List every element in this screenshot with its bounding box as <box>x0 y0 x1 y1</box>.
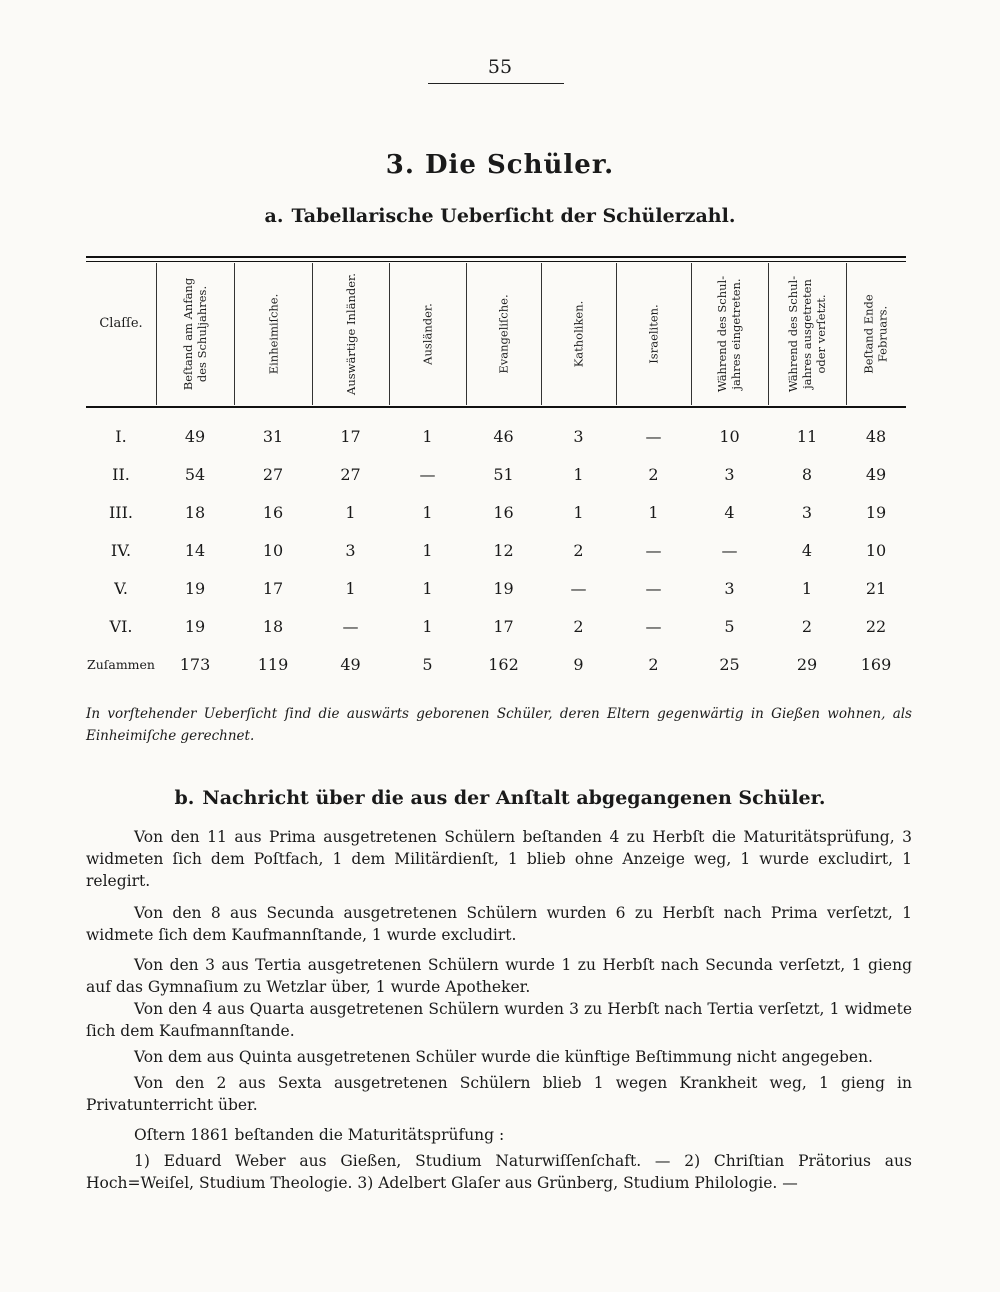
table-cell: 1 <box>422 427 433 446</box>
table-cell: 49 <box>865 465 887 484</box>
table-cell: 1 <box>345 579 356 598</box>
table-row <box>86 574 906 604</box>
column-header-text: Einheimiſche. <box>266 293 280 375</box>
column-header-text: Evangeliſche. <box>496 294 511 374</box>
row-class-label: III. <box>108 503 134 522</box>
table-cell: 10 <box>262 541 284 560</box>
table-cell: 1 <box>648 503 659 522</box>
table-cell: 3 <box>724 465 735 484</box>
table-cell: 1 <box>422 579 433 598</box>
table-cell: — <box>721 541 738 560</box>
table-cell: 5 <box>422 655 433 674</box>
table-cell: 19 <box>493 579 514 598</box>
table-cell: 1 <box>345 503 356 522</box>
column-header <box>466 266 541 402</box>
table-cell: 3 <box>573 427 584 446</box>
table-cell: 18 <box>262 617 284 636</box>
table-cell: 29 <box>796 655 818 674</box>
column-header <box>389 266 466 402</box>
table-cell: 46 <box>493 427 514 446</box>
column-header <box>691 266 768 402</box>
table-cell: 11 <box>796 427 818 446</box>
paragraph: Von den 3 aus Tertia ausgetretenen Schülern wurde 1 zu Herbſt nach Secunda verſetzt, 1 gieng auf das Gymnaſium zu Wetzlar über, 1 wurde Apotheker. <box>86 956 912 996</box>
table-cell: 4 <box>724 503 735 522</box>
table-row <box>86 422 906 452</box>
paragraph: Von den 2 aus Sexta ausgetretenen Schülern blieb 1 wegen Krankheit weg, 1 gieng in Privatunterricht über. <box>86 1074 912 1114</box>
column-header <box>234 266 312 402</box>
column-header-text: Ausländer. <box>420 303 435 365</box>
paragraph: Von den 11 aus Prima ausgetretenen Schülern beſtanden 4 zu Herbſt die Maturitätsprüfung, 3 widmeten ſich dem Poſtfach, 1 dem Militärdienſt, 1 blieb ohne Anzeige weg, 1 wurde excludirt, 1 relegirt. <box>86 828 912 890</box>
page-number-rule <box>428 83 564 84</box>
column-header-text: Katholiken. <box>571 300 586 368</box>
column-header <box>312 266 389 402</box>
table-cell: 16 <box>262 503 284 522</box>
row-class-label: II. <box>112 465 130 484</box>
table-cell: 48 <box>865 427 887 446</box>
column-header-text: Beſtand Ende Februars. <box>862 294 891 374</box>
table-cell: 18 <box>184 503 206 522</box>
table-row <box>86 612 906 642</box>
column-header <box>616 266 691 402</box>
table-cell: 173 <box>179 655 211 674</box>
subsection-a-heading <box>0 205 1000 227</box>
table-cell: 2 <box>648 465 659 484</box>
table-cell: 19 <box>184 617 206 636</box>
table-footnote: In vorſtehender Ueberſicht ſind die auswärts geborenen Schüler, deren Eltern gegenwärtig in Gießen wohnen, als Einheimiſche gerechnet. <box>86 706 912 744</box>
table-cell: 25 <box>719 655 740 674</box>
column-header <box>156 266 234 402</box>
table-cell: 2 <box>573 541 584 560</box>
table-cell: 21 <box>865 579 887 598</box>
table-total-row <box>86 650 906 680</box>
column-header-text: Auswärtige Inländer. <box>343 273 358 395</box>
table-cell: — <box>570 579 587 598</box>
column-header-text: Während des Schul- jahres ausgetreten oder verſetzt. <box>786 275 829 393</box>
table-header-rule <box>86 406 906 408</box>
column-header <box>768 266 846 402</box>
table-cell: 4 <box>801 541 813 560</box>
table-cell: 1 <box>422 503 433 522</box>
page-number: 55 <box>487 56 513 78</box>
subsection-b-label: b. <box>174 787 195 809</box>
table-cell: 1 <box>422 541 433 560</box>
table-cell: 14 <box>184 541 206 560</box>
table-cell: 10 <box>865 541 887 560</box>
column-header-text: Beſtand am Anfang des Schuljahres. <box>181 277 209 391</box>
table-cell: 22 <box>865 617 887 636</box>
header-classe: Claſſe. <box>99 316 143 331</box>
row-class-label: VI. <box>109 617 133 636</box>
table-cell: 3 <box>724 579 735 598</box>
paragraph: Von den 8 aus Secunda ausgetretenen Schülern wurden 6 zu Herbſt nach Prima verſetzt, 1 widmete ſich dem Kaufmannſtande, 1 wurde excludirt. <box>86 904 912 944</box>
table-cell: 19 <box>865 503 887 522</box>
paragraph: Von dem aus Quinta ausgetretenen Schüler wurde die künftige Beſtimmung nicht angegeben. <box>134 1048 873 1066</box>
table-row <box>86 460 906 490</box>
subsection-a-label: a. <box>264 205 284 227</box>
column-header <box>846 266 906 402</box>
subsection-b-title: Nachricht über die aus der Anſtalt abgegangenen Schüler. <box>202 787 826 809</box>
table-row <box>86 536 906 566</box>
table-cell: 19 <box>184 579 206 598</box>
subsection-b-heading <box>0 787 1000 809</box>
table-top-rule-inner <box>86 261 906 262</box>
table-cell: 1 <box>801 579 813 598</box>
paragraph: 1) Eduard Weber aus Gießen, Studium Naturwiſſenſchaft. — 2) Chriſtian Prätorius aus Hoch=Weiſel, Studium Theologie. 3) Adelbert Glaſer aus Grünberg, Studium Philologie. — <box>86 1152 912 1192</box>
table-cell: 2 <box>648 655 659 674</box>
table-cell: 27 <box>262 465 284 484</box>
table-cell: 1 <box>422 617 433 636</box>
table-top-rule <box>86 256 906 258</box>
row-class-label: V. <box>114 579 128 598</box>
table-cell: — <box>645 617 662 636</box>
table-cell: 16 <box>493 503 514 522</box>
table-cell: — <box>645 541 662 560</box>
table-cell: 10 <box>719 427 740 446</box>
column-header-text: Während des Schul- jahres eingetreten. <box>715 275 744 393</box>
table-cell: — <box>419 465 436 484</box>
table-row <box>86 498 906 528</box>
row-class-label: IV. <box>110 541 132 560</box>
table-cell: 1 <box>573 465 584 484</box>
table-cell: 17 <box>262 579 284 598</box>
row-class-label: Zuſammen <box>87 657 155 672</box>
table-cell: 31 <box>262 427 284 446</box>
table-cell: 3 <box>345 541 356 560</box>
table-cell: — <box>645 427 662 446</box>
table-cell: 51 <box>493 465 514 484</box>
table-cell: 3 <box>801 503 813 522</box>
table-cell: 5 <box>724 617 735 636</box>
table-cell: — <box>645 579 662 598</box>
column-header-text: Israeliten. <box>646 304 661 364</box>
table-cell: 2 <box>573 617 584 636</box>
table-cell: 17 <box>340 427 361 446</box>
table-cell: — <box>342 617 359 636</box>
column-header <box>541 266 616 402</box>
subsection-a-title: Tabellarische Ueberſicht der Schülerzahl. <box>291 205 736 227</box>
paragraph: Oſtern 1861 beſtanden die Maturitätsprüfung : <box>134 1126 505 1144</box>
table-cell: 119 <box>257 655 289 674</box>
table-cell: 162 <box>488 655 519 674</box>
section-title: 3. Die Schüler. <box>385 150 615 180</box>
table-cell: 2 <box>801 617 813 636</box>
table-cell: 54 <box>184 465 206 484</box>
table-cell: 9 <box>573 655 584 674</box>
table-cell: 1 <box>573 503 584 522</box>
table-cell: 49 <box>340 655 361 674</box>
table-cell: 8 <box>801 465 813 484</box>
table-cell: 12 <box>493 541 514 560</box>
paragraph: Von den 4 aus Quarta ausgetretenen Schülern wurden 3 zu Herbſt nach Tertia verſetzt, 1 widmete ſich dem Kaufmannſtande. <box>86 1000 912 1040</box>
row-class-label: I. <box>115 427 127 446</box>
table-cell: 49 <box>184 427 206 446</box>
table-cell: 27 <box>340 465 361 484</box>
table-cell: 169 <box>860 655 892 674</box>
table-cell: 17 <box>493 617 514 636</box>
